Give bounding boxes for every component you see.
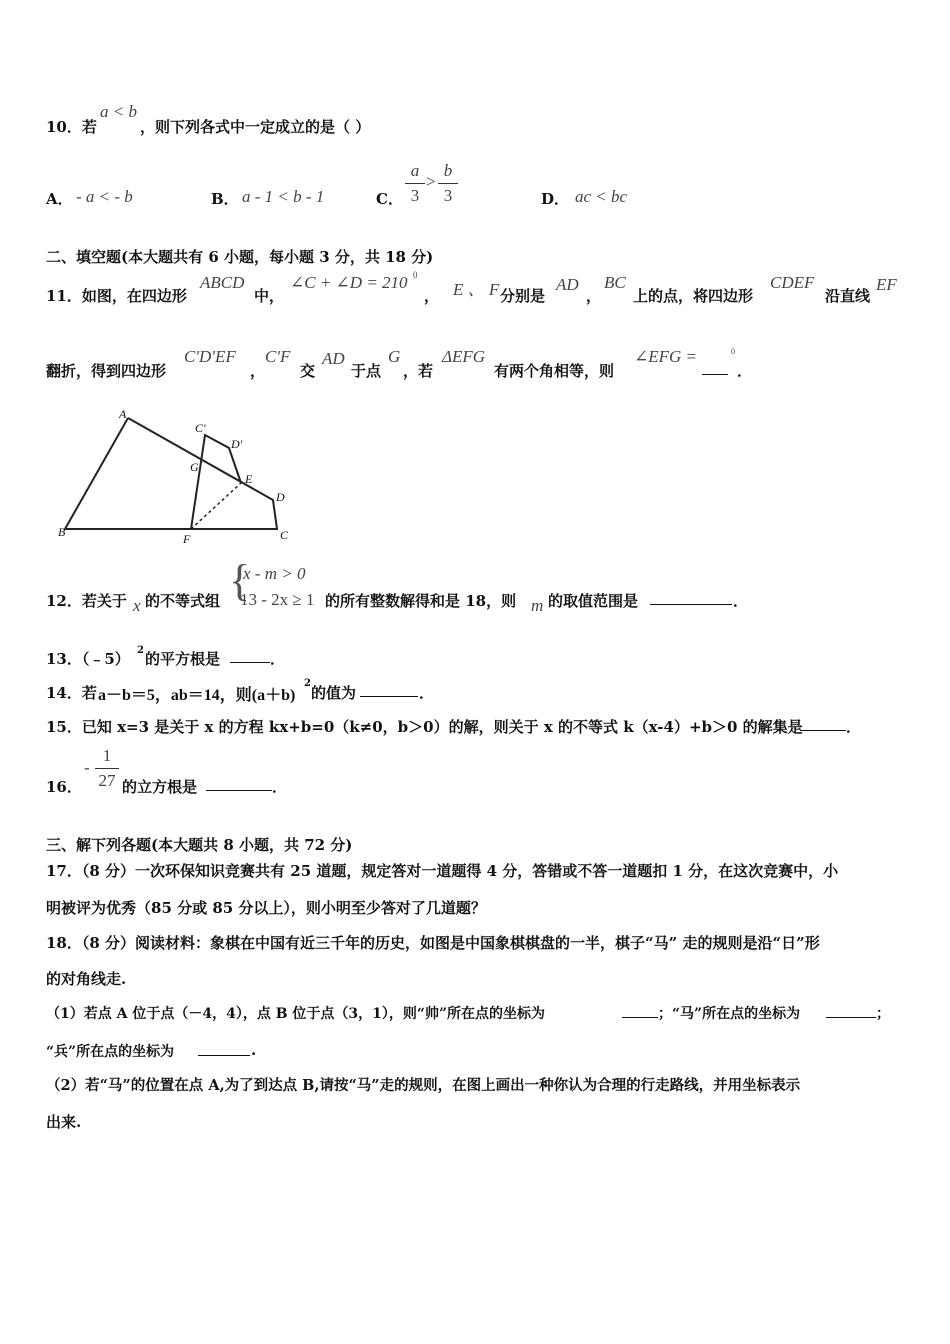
q13-exponent: 2 xyxy=(137,645,144,656)
q10-option-b-label: B． xyxy=(211,190,239,208)
q10-option-b: a - 1 < b - 1 xyxy=(242,187,325,206)
q10-option-a-label: A． xyxy=(46,190,73,208)
q10-option-c-fraction-b: b 3 xyxy=(438,161,458,206)
q11-abcd: ABCD xyxy=(200,273,245,292)
q11-text-7: 沿直线 xyxy=(825,287,871,305)
q11-text-12: ，若 xyxy=(403,362,434,380)
quadrilateral-figure xyxy=(55,405,305,545)
q15-answer-blank[interactable] xyxy=(800,730,846,731)
q14-answer-blank[interactable] xyxy=(360,696,418,697)
q11-text-3: ， xyxy=(424,287,440,305)
q18-line-4b: . xyxy=(251,1041,257,1059)
q12-text-3: 的所有整数解得和是 18，则 xyxy=(325,592,517,610)
q18-line-2: 的对角线走. xyxy=(46,970,127,988)
q18-bing-blank[interactable] xyxy=(198,1055,250,1056)
q18-line-3c: ； xyxy=(876,1006,890,1022)
label-c: C xyxy=(280,528,289,542)
q10-option-c-operator: > xyxy=(426,172,436,191)
q16-number: 16． xyxy=(46,778,82,796)
q18-ma-blank[interactable] xyxy=(826,1017,876,1018)
q10-stem: ，则下列各式中一定成立的是（ ） xyxy=(140,118,371,136)
section-3-title: 三、解下列各题(本大题共 8 小题，共 72 分) xyxy=(46,836,353,854)
q12-m: m xyxy=(531,596,544,615)
q14-text-2: 的值为 xyxy=(311,684,357,702)
q11-text-5: ， xyxy=(586,287,602,305)
q17-line-2: 明被评为优秀（85 分或 85 分以上），则小明至少答对了几道题？ xyxy=(46,899,486,917)
label-d: D xyxy=(276,490,285,504)
q11-angle-sum: ∠C + ∠D = 210 xyxy=(290,273,408,292)
q18-line-3b: ；“马”所在点的坐标为 xyxy=(658,1006,801,1022)
q12-text-5: ． xyxy=(733,592,749,610)
q17-line-1: 17．（8 分）一次环保知识竞赛共有 25 道题，规定答对一道题得 4 分，答错或不答一道题扣 1 分，在这次竞赛中，小 xyxy=(46,862,839,880)
label-c-prime: C' xyxy=(195,421,206,435)
q13-text-2: 的平方根是 xyxy=(145,650,221,668)
q11-text-10: 交 xyxy=(300,362,316,380)
q10-option-d-label: D． xyxy=(541,190,570,208)
q15-text: 15．已知 x=3 是关于 x 的方程 kx+b=0（k≠0，b＞0）的解，则关于 x 的不等式 k（x-4）+b＞0 的解集是 xyxy=(46,718,803,736)
q18-line-1: 18．（8 分）阅读材料：象棋在中国有近三千年的历史，如图是中国象棋棋盘的一半，棋子“马” 走的规则是沿“日”形 xyxy=(46,934,820,952)
q13-text-1: 13．（﹣5） xyxy=(46,650,130,668)
q18-line-4a: “兵”所在点的坐标为 xyxy=(46,1044,175,1060)
label-d-prime: D' xyxy=(231,437,243,451)
q15-text-2: ． xyxy=(846,718,862,736)
q12-text-2: 的不等式组 xyxy=(145,592,221,610)
q11-ad-2: AD xyxy=(322,349,345,368)
label-a: A xyxy=(119,407,127,421)
q11-g: G xyxy=(388,347,401,366)
q10-option-c-fraction-a: a 3 xyxy=(405,161,425,206)
q11-bc: BC xyxy=(604,273,626,292)
q11-text-4: 分别是 xyxy=(500,287,546,305)
label-b: B xyxy=(58,525,66,539)
q12-answer-blank[interactable] xyxy=(650,604,732,605)
q10-option-c-label: C． xyxy=(376,190,403,208)
q11-points-ef: E 、 F xyxy=(453,280,500,299)
q10-number: 10．若 xyxy=(46,118,97,136)
q14-exponent: 2 xyxy=(304,678,311,689)
q11-text-8: 翻折，得到四边形 xyxy=(46,362,167,380)
q11-cf: C′F xyxy=(265,347,291,366)
q10-option-d: ac < bc xyxy=(575,187,628,206)
q11-text-11: 于点 xyxy=(351,362,382,380)
system-brace-icon: { xyxy=(229,556,251,605)
q18-line-5: （2）若“马”的位置在点 A,为了到达点 B,请按“马”走的规则，在图上画出一种你认为合理的行走路线，并用坐标表示 xyxy=(46,1077,801,1094)
q12-inequality-1: x - m > 0 xyxy=(243,564,306,583)
q11-text-2: 中， xyxy=(254,287,285,305)
q11-degree-sup-2: 0 xyxy=(731,347,735,356)
q11-cdef-folded: C′D′EF xyxy=(184,347,236,366)
label-f: F xyxy=(183,532,191,545)
q16-answer-blank[interactable] xyxy=(206,790,272,791)
q14-expression: a－b＝5，ab＝14，则(a＋b) xyxy=(98,687,296,704)
q13-answer-blank[interactable] xyxy=(230,662,270,663)
q18-line-3a: （1）若点 A 位于点（－4，4），点 B 位于点（3，1），则“帅”所在点的坐标为 xyxy=(46,1006,546,1022)
q11-ad: AD xyxy=(556,275,579,294)
q12-text-4: 的取值范围是 xyxy=(548,592,639,610)
q11-text-6: 上的点，将四边形 xyxy=(633,287,754,305)
q12-x: x xyxy=(133,596,141,615)
label-g: G xyxy=(190,460,199,474)
q12-inequality-2: 13 - 2x ≥ 1 xyxy=(240,590,315,609)
q11-cdef: CDEF xyxy=(770,273,815,292)
q14-text-1: 14．若 xyxy=(46,684,97,702)
q18-line-6: 出来. xyxy=(46,1113,82,1131)
q11-answer-blank[interactable] xyxy=(702,374,728,375)
q11-text-14: ． xyxy=(737,362,753,380)
label-e: E xyxy=(245,472,253,486)
dashed-segment-fe xyxy=(191,483,241,529)
q14-text-3: ． xyxy=(419,684,435,702)
q18-shuai-blank[interactable] xyxy=(622,1017,658,1018)
q13-text-3: ． xyxy=(270,650,286,668)
q16-fraction: 1 27 xyxy=(95,746,119,791)
q11-text-1: 11．如图，在四边形 xyxy=(46,287,187,305)
q10-condition: a < b xyxy=(100,102,137,121)
q16-text-2: ． xyxy=(272,778,288,796)
q11-ef: EF xyxy=(876,275,897,294)
q10-option-a: - a < - b xyxy=(76,187,133,206)
q11-text-9: ， xyxy=(250,362,266,380)
q12-text-1: 12．若关于 xyxy=(46,592,127,610)
q11-degree-sup: 0 xyxy=(413,270,418,280)
q11-triangle: ΔEFG xyxy=(442,347,486,366)
q16-minus: - xyxy=(84,758,90,777)
section-2-title: 二、填空题(本大题共有 6 小题，每小题 3 分，共 18 分) xyxy=(46,248,434,266)
q11-angle-efg: ∠EFG = xyxy=(634,347,698,366)
q16-text-1: 的立方根是 xyxy=(122,778,198,796)
q11-text-13: 有两个角相等，则 xyxy=(494,362,615,380)
